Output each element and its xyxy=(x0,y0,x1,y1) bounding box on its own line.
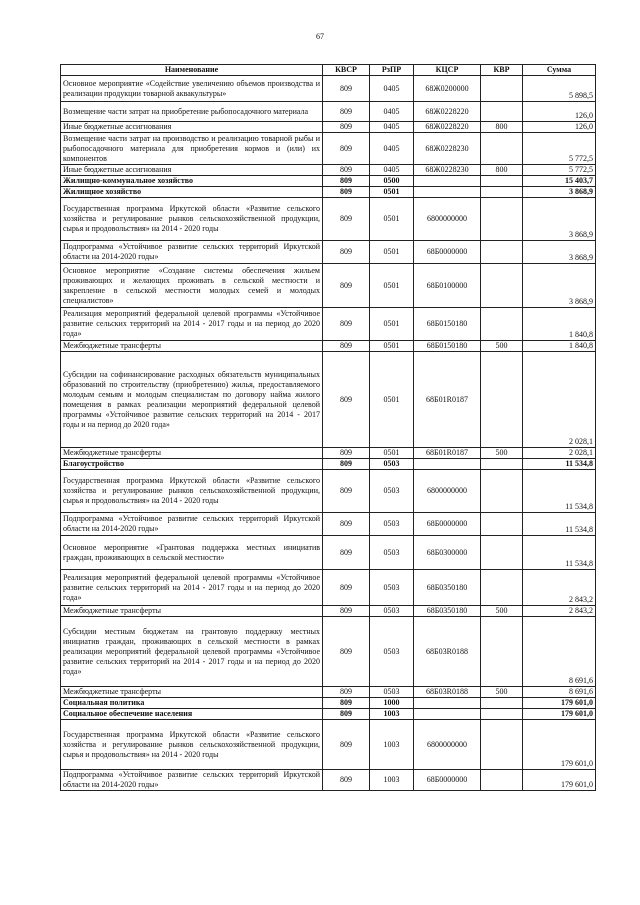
table-row xyxy=(61,459,596,470)
row-kvsr-cell: 809 xyxy=(323,352,370,448)
row-kcsr-cell: 6800000000 xyxy=(414,720,481,770)
row-sum-cell: 3 868,9 xyxy=(523,187,596,198)
table-header-row xyxy=(61,65,596,76)
row-sum-cell: 11 534,8 xyxy=(523,470,596,513)
table-row xyxy=(61,709,596,720)
table-row xyxy=(61,606,596,617)
row-kvr-cell: 500 xyxy=(481,341,523,352)
row-kvsr-cell: 809 xyxy=(323,617,370,687)
row-sum-cell: 2 028,1 xyxy=(523,352,596,448)
row-name-cell: Основное мероприятие «Содействие увеличению объемов производства и реализации продукции товарной аквакультуры» xyxy=(61,76,323,102)
row-sum-cell: 11 534,8 xyxy=(523,513,596,536)
row-kvsr-cell: 809 xyxy=(323,687,370,698)
row-kcsr-cell: 6800000000 xyxy=(414,470,481,513)
row-kvr-cell xyxy=(481,617,523,687)
row-kcsr-cell: 68Б0000000 xyxy=(414,241,481,264)
row-kcsr-cell: 68Ж0228230 xyxy=(414,165,481,176)
row-rzpr-cell: 0503 xyxy=(370,617,414,687)
row-sum-cell: 5 772,5 xyxy=(523,133,596,165)
row-rzpr-cell: 0501 xyxy=(370,198,414,241)
row-kvr-cell xyxy=(481,513,523,536)
row-kvr-cell xyxy=(481,308,523,341)
table-row xyxy=(61,176,596,187)
row-kvr-cell: 500 xyxy=(481,606,523,617)
row-kvsr-cell: 809 xyxy=(323,470,370,513)
row-rzpr-cell: 0500 xyxy=(370,176,414,187)
row-kvr-cell xyxy=(481,76,523,102)
table-row xyxy=(61,187,596,198)
row-kvr-cell xyxy=(481,102,523,122)
row-kvr-cell xyxy=(481,187,523,198)
row-sum-cell: 179 601,0 xyxy=(523,709,596,720)
row-kcsr-cell xyxy=(414,176,481,187)
row-rzpr-cell: 0501 xyxy=(370,448,414,459)
row-sum-cell: 8 691,6 xyxy=(523,617,596,687)
row-name-cell: Межбюджетные трансферты xyxy=(61,341,323,352)
header-kvr: КВР xyxy=(481,65,523,76)
row-kvr-cell xyxy=(481,459,523,470)
row-kvr-cell: 800 xyxy=(481,122,523,133)
row-name-cell: Подпрограмма «Устойчивое развитие сельских территорий Иркутской области на 2014-2020 годы» xyxy=(61,770,323,791)
row-name-cell: Реализация мероприятий федеральной целевой программы «Устойчивое развитие сельских территорий на 2014 - 2017 годы и на период до 2020 года» xyxy=(61,308,323,341)
table-row xyxy=(61,570,596,606)
row-name-cell: Государственная программа Иркутской области «Развитие сельского хозяйства и регулирование рынков сельскохозяйственной продукции, сырья и продовольствия» на 2014 - 2020 годы xyxy=(61,720,323,770)
table-row xyxy=(61,241,596,264)
row-sum-cell: 1 840,8 xyxy=(523,308,596,341)
row-rzpr-cell: 1003 xyxy=(370,720,414,770)
row-sum-cell: 126,0 xyxy=(523,122,596,133)
row-kvr-cell xyxy=(481,241,523,264)
row-sum-cell: 2 843,2 xyxy=(523,606,596,617)
row-kvsr-cell: 809 xyxy=(323,187,370,198)
row-name-cell: Социальная политика xyxy=(61,698,323,709)
row-kcsr-cell: 68Б03R0188 xyxy=(414,687,481,698)
row-rzpr-cell: 0405 xyxy=(370,133,414,165)
row-name-cell: Государственная программа Иркутской области «Развитие сельского хозяйства и регулирование рынков сельскохозяйственной продукции, сырья и продовольствия» на 2014 - 2020 годы xyxy=(61,198,323,241)
row-sum-cell: 5 772,5 xyxy=(523,165,596,176)
row-kvsr-cell: 809 xyxy=(323,698,370,709)
row-name-cell: Субсидии местным бюджетам на грантовую поддержку местных инициатив граждан, проживающих в сельской местности в рамках реализации мероприятий федеральной целевой программы «Устойчивое развитие сельских территорий на 2014 - 2017 годы и на период до 2020 года» xyxy=(61,617,323,687)
row-sum-cell: 1 840,8 xyxy=(523,341,596,352)
row-sum-cell: 2 843,2 xyxy=(523,570,596,606)
row-kcsr-cell: 68Б0300000 xyxy=(414,536,481,570)
table-row xyxy=(61,198,596,241)
row-name-cell: Иные бюджетные ассигнования xyxy=(61,165,323,176)
row-rzpr-cell: 0501 xyxy=(370,308,414,341)
row-kcsr-cell: 68Ж0228220 xyxy=(414,122,481,133)
row-kcsr-cell: 68Б01R0187 xyxy=(414,448,481,459)
page-number: 67 xyxy=(316,32,324,41)
row-rzpr-cell: 0503 xyxy=(370,470,414,513)
row-kvsr-cell: 809 xyxy=(323,176,370,187)
row-kcsr-cell: 68Ж0228230 xyxy=(414,133,481,165)
row-name-cell: Межбюджетные трансферты xyxy=(61,448,323,459)
row-kcsr-cell xyxy=(414,187,481,198)
row-name-cell: Основное мероприятие «Грантовая поддержка местных инициатив граждан, проживающих в сельской местности» xyxy=(61,536,323,570)
row-name-cell: Реализация мероприятий федеральной целевой программы «Устойчивое развитие сельских территорий на 2014 - 2017 годы и на период до 2020 года» xyxy=(61,570,323,606)
row-kvsr-cell: 809 xyxy=(323,570,370,606)
row-kvr-cell xyxy=(481,264,523,308)
row-kcsr-cell xyxy=(414,459,481,470)
row-name-cell: Жилищное хозяйство xyxy=(61,187,323,198)
row-rzpr-cell: 0501 xyxy=(370,341,414,352)
table-row xyxy=(61,133,596,165)
row-name-cell: Субсидии на софинансирование расходных обязательств муниципальных образований по строительству (приобретению) жилья, предоставляемого молодым семьям и молодым специалистам по договору найма жилого помещения в рамках реализации мероприятий федеральной целевой программы «Устойчивое развитие сельских территорий на 2014 - 2017 годы и на период до 2020 года» xyxy=(61,352,323,448)
row-sum-cell: 3 868,9 xyxy=(523,198,596,241)
table-row xyxy=(61,352,596,448)
row-kvsr-cell: 809 xyxy=(323,720,370,770)
table-row xyxy=(61,536,596,570)
row-rzpr-cell: 0405 xyxy=(370,165,414,176)
budget-table xyxy=(60,64,596,791)
row-name-cell: Государственная программа Иркутской области «Развитие сельского хозяйства и регулирование рынков сельскохозяйственной продукции, сырья и продовольствия» на 2014 - 2020 годы xyxy=(61,470,323,513)
row-kvr-cell: 800 xyxy=(481,165,523,176)
row-kvr-cell xyxy=(481,133,523,165)
row-kcsr-cell: 68Б0350180 xyxy=(414,606,481,617)
row-sum-cell: 2 028,1 xyxy=(523,448,596,459)
row-kvsr-cell: 809 xyxy=(323,122,370,133)
row-rzpr-cell: 0503 xyxy=(370,513,414,536)
table-row xyxy=(61,720,596,770)
row-sum-cell: 11 534,8 xyxy=(523,459,596,470)
row-rzpr-cell: 0405 xyxy=(370,122,414,133)
row-rzpr-cell: 0501 xyxy=(370,241,414,264)
row-sum-cell: 11 534,8 xyxy=(523,536,596,570)
row-name-cell: Подпрограмма «Устойчивое развитие сельских территорий Иркутской области на 2014-2020 годы» xyxy=(61,513,323,536)
row-kvsr-cell: 809 xyxy=(323,536,370,570)
row-sum-cell: 3 868,9 xyxy=(523,241,596,264)
row-kvr-cell xyxy=(481,770,523,791)
row-rzpr-cell: 1000 xyxy=(370,698,414,709)
header-kvsr: КВСР xyxy=(323,65,370,76)
row-kvr-cell xyxy=(481,536,523,570)
row-kcsr-cell: 68Б0150180 xyxy=(414,308,481,341)
row-kvr-cell xyxy=(481,698,523,709)
row-kvsr-cell: 809 xyxy=(323,459,370,470)
row-rzpr-cell: 0503 xyxy=(370,570,414,606)
row-rzpr-cell: 0503 xyxy=(370,687,414,698)
row-kvr-cell: 500 xyxy=(481,448,523,459)
row-name-cell: Социальное обеспечение населения xyxy=(61,709,323,720)
row-name-cell: Жилищно-коммунальное хозяйство xyxy=(61,176,323,187)
row-sum-cell: 179 601,0 xyxy=(523,698,596,709)
row-rzpr-cell: 0503 xyxy=(370,459,414,470)
row-kcsr-cell xyxy=(414,698,481,709)
row-kvr-cell: 500 xyxy=(481,687,523,698)
row-kcsr-cell: 68Ж0200000 xyxy=(414,76,481,102)
row-kvr-cell xyxy=(481,176,523,187)
row-kcsr-cell: 6800000000 xyxy=(414,198,481,241)
row-name-cell: Возмещение части затрат на производство и реализацию товарной рыбы и рыбопосадочного материала для приобретения кормов и (или) их компонентов xyxy=(61,133,323,165)
table-row xyxy=(61,308,596,341)
row-rzpr-cell: 0503 xyxy=(370,536,414,570)
row-kvsr-cell: 809 xyxy=(323,76,370,102)
row-kcsr-cell: 68Б0100000 xyxy=(414,264,481,308)
header-name: Наименование xyxy=(61,65,323,76)
row-kvsr-cell: 809 xyxy=(323,241,370,264)
table-row xyxy=(61,341,596,352)
row-sum-cell: 179 601,0 xyxy=(523,770,596,791)
row-kvr-cell xyxy=(481,720,523,770)
row-kcsr-cell: 68Ж0228220 xyxy=(414,102,481,122)
row-rzpr-cell: 0501 xyxy=(370,264,414,308)
row-kvsr-cell: 809 xyxy=(323,448,370,459)
row-sum-cell: 126,0 xyxy=(523,102,596,122)
row-kvsr-cell: 809 xyxy=(323,770,370,791)
row-name-cell: Подпрограмма «Устойчивое развитие сельских территорий Иркутской области на 2014-2020 годы» xyxy=(61,241,323,264)
row-kcsr-cell: 68Б01R0187 xyxy=(414,352,481,448)
row-name-cell: Возмещение части затрат на приобретение рыбопосадочного материала xyxy=(61,102,323,122)
header-sum: Сумма xyxy=(523,65,596,76)
row-rzpr-cell: 0405 xyxy=(370,76,414,102)
table-row xyxy=(61,122,596,133)
table-body xyxy=(61,76,596,791)
row-kcsr-cell: 68Б0150180 xyxy=(414,341,481,352)
row-kvsr-cell: 809 xyxy=(323,165,370,176)
row-kvr-cell xyxy=(481,570,523,606)
row-kcsr-cell: 68Б0000000 xyxy=(414,770,481,791)
row-kvsr-cell: 809 xyxy=(323,341,370,352)
row-kvr-cell xyxy=(481,470,523,513)
table-row xyxy=(61,264,596,308)
table-row xyxy=(61,165,596,176)
row-kcsr-cell: 68Б03R0188 xyxy=(414,617,481,687)
row-rzpr-cell: 1003 xyxy=(370,770,414,791)
row-name-cell: Основное мероприятие «Создание системы обеспечения жильем проживающих и желающих проживать в сельской местности и закрепление в сельской местности молодых семей и молодых специалистов» xyxy=(61,264,323,308)
row-kvsr-cell: 809 xyxy=(323,709,370,720)
row-name-cell: Благоустройство xyxy=(61,459,323,470)
row-rzpr-cell: 1003 xyxy=(370,709,414,720)
row-kvr-cell xyxy=(481,352,523,448)
row-name-cell: Межбюджетные трансферты xyxy=(61,606,323,617)
table-row xyxy=(61,617,596,687)
row-rzpr-cell: 0501 xyxy=(370,187,414,198)
row-kvsr-cell: 809 xyxy=(323,264,370,308)
table-row xyxy=(61,448,596,459)
row-sum-cell: 5 898,5 xyxy=(523,76,596,102)
row-sum-cell: 3 868,9 xyxy=(523,264,596,308)
header-rzpr: РзПР xyxy=(370,65,414,76)
row-sum-cell: 15 403,7 xyxy=(523,176,596,187)
table-row xyxy=(61,102,596,122)
row-kvsr-cell: 809 xyxy=(323,133,370,165)
table-row xyxy=(61,513,596,536)
table-row xyxy=(61,470,596,513)
table-row xyxy=(61,698,596,709)
row-sum-cell: 179 601,0 xyxy=(523,720,596,770)
row-kcsr-cell: 68Б0000000 xyxy=(414,513,481,536)
row-name-cell: Межбюджетные трансферты xyxy=(61,687,323,698)
row-sum-cell: 8 691,6 xyxy=(523,687,596,698)
row-rzpr-cell: 0501 xyxy=(370,352,414,448)
row-kvsr-cell: 809 xyxy=(323,198,370,241)
row-kvsr-cell: 809 xyxy=(323,606,370,617)
row-kvr-cell xyxy=(481,198,523,241)
row-kvsr-cell: 809 xyxy=(323,308,370,341)
row-rzpr-cell: 0503 xyxy=(370,606,414,617)
header-kcsr: КЦСР xyxy=(414,65,481,76)
row-kvsr-cell: 809 xyxy=(323,513,370,536)
row-rzpr-cell: 0405 xyxy=(370,102,414,122)
row-kvr-cell xyxy=(481,709,523,720)
row-name-cell: Иные бюджетные ассигнования xyxy=(61,122,323,133)
row-kcsr-cell: 68Б0350180 xyxy=(414,570,481,606)
table-row xyxy=(61,76,596,102)
row-kvsr-cell: 809 xyxy=(323,102,370,122)
table-row xyxy=(61,770,596,791)
row-kcsr-cell xyxy=(414,709,481,720)
table-row xyxy=(61,687,596,698)
